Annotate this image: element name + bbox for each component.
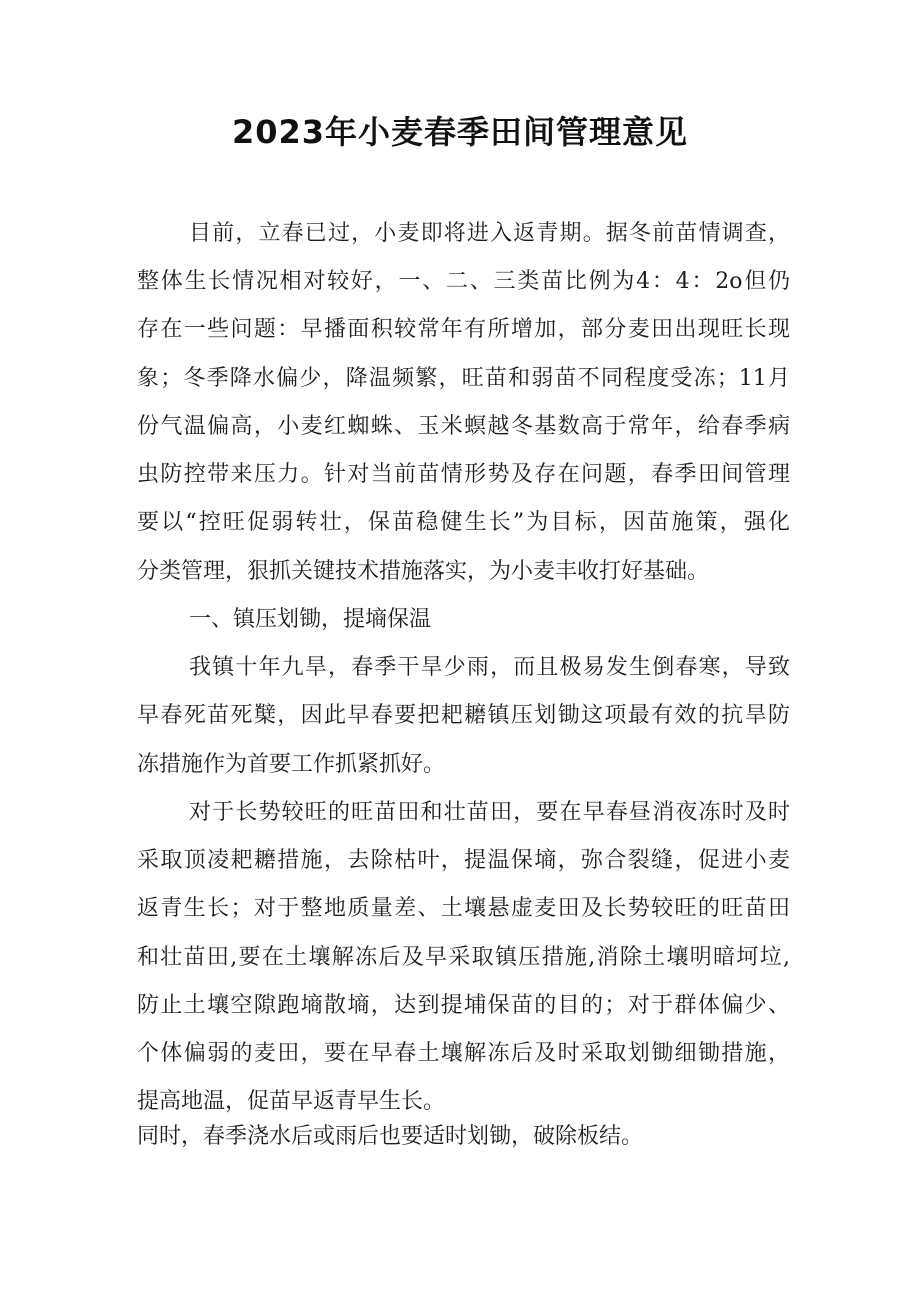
page-title: 2023年小麦春季田间管理意见 (231, 113, 689, 151)
paragraph-line: 要以“控旺促弱转壮，保苗稳健生长”为目标，因苗施策，强化 (137, 510, 790, 535)
paragraph-line: 提高地温，促苗早返青早生长。 (137, 1089, 446, 1114)
paragraph-line: 我镇十年九旱，春季干旱少雨，而且极易发生倒春寒，导致 (189, 655, 790, 680)
paragraph-line: 存在一些问题：早播面积较常年有所增加，部分麦田出现旺长现 (137, 317, 790, 342)
paragraph-line: 象；冬季降水偏少，降温频繁，旺苗和弱苗不同程度受冻；11月 (137, 366, 790, 391)
paragraph-line: 早春死苗死櫱，因此早春要把耙耱镇压划锄这项最有效的抗旱防 (137, 703, 790, 728)
paragraph-line: 防止土壤空隙跑墒散墒，达到提埔保苗的目的；对于群体偏少、 (137, 993, 790, 1018)
paragraph-line: 目前，立春已过，小麦即将进入返青期。据冬前苗情调查， (189, 221, 790, 246)
paragraph-line: 和壮苗田,要在土壤解冻后及早采取镇压措施,消除土壤明暗坷垃, (137, 945, 790, 970)
paragraph-line: 采取顶凌耙耱措施，去除枯叶，提温保墒，弥合裂缝，促进小麦 (137, 848, 790, 873)
paragraph-line: 虫防控带来压力。针对当前苗情形势及存在问题，春季田间管理 (137, 462, 790, 487)
paragraph-line: 对于长势较旺的旺苗田和壮苗田，要在早春昼消夜冻时及时 (189, 800, 790, 825)
paragraph-line: 返青生长；对于整地质量差、土壤悬虚麦田及长势较旺的旺苗田 (137, 896, 790, 921)
paragraph-line: 同时，春季浇水后或雨后也要适时划锄，破除板结。 (137, 1124, 644, 1149)
section-heading: 一、镇压划锄，提墒保温 (189, 607, 432, 632)
paragraph-line: 冻措施作为首要工作抓紧抓好。 (137, 752, 446, 777)
paragraph-line: 整体生长情况相对较好，一、二、三类苗比例为4：4：2o但仍 (137, 269, 790, 294)
paragraph-line: 份气温偏高，小麦红蜘蛛、玉米螟越冬基数高于常年，给春季病 (137, 414, 790, 439)
paragraph-line: 个体偏弱的麦田，要在早春土壤解冻后及时采取划锄细锄措施， (137, 1041, 790, 1066)
paragraph-line: 分类管理，狠抓关键技术措施落实，为小麦丰收打好基础。 (137, 559, 710, 584)
